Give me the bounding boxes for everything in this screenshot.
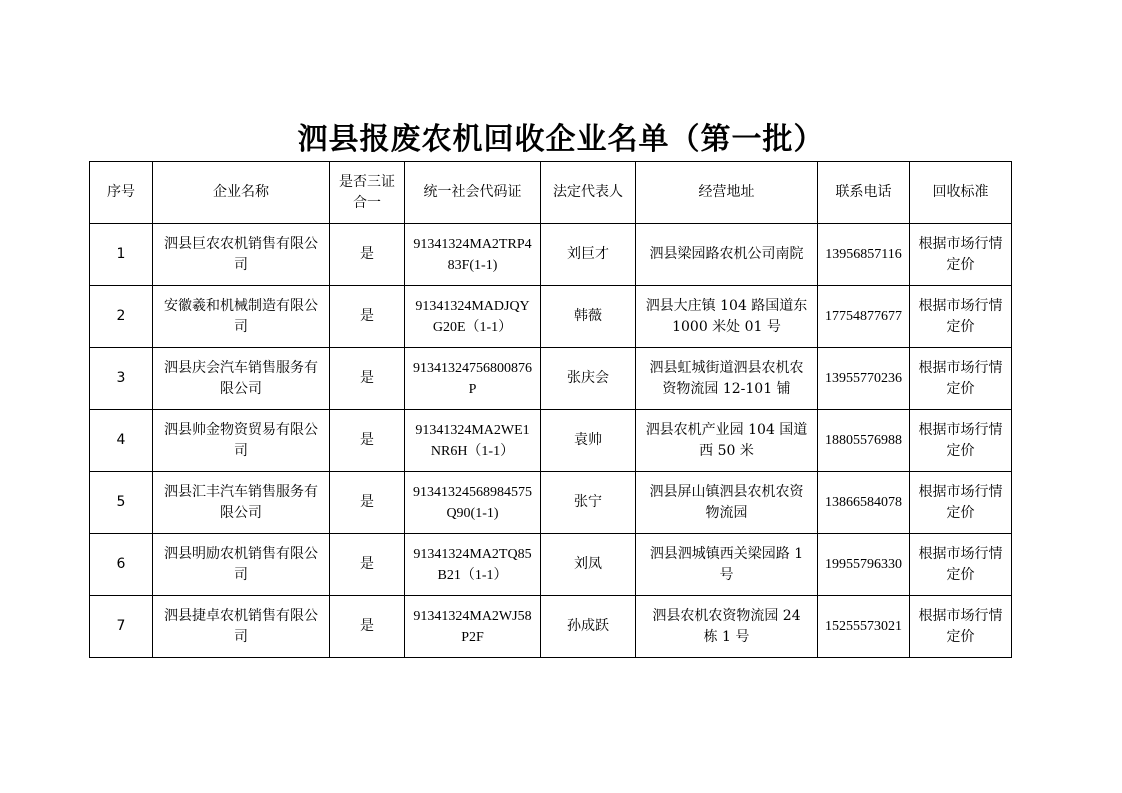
cell-name: 泗县帅金物资贸易有限公司 [153, 410, 330, 472]
cell-standard: 根据市场行情定价 [910, 534, 1012, 596]
cell-three-in-one: 是 [330, 410, 405, 472]
cell-code: 91341324MA2WE1NR6H（1-1） [405, 410, 541, 472]
cell-rep: 刘巨才 [541, 224, 636, 286]
cell-rep: 孙成跃 [541, 596, 636, 658]
header-name: 企业名称 [153, 162, 330, 224]
cell-phone: 18805576988 [818, 410, 910, 472]
cell-index: 2 [90, 286, 153, 348]
table-row [90, 534, 1012, 596]
cell-address: 泗县泗城镇西关梁园路 1 号 [636, 534, 818, 596]
cell-three-in-one: 是 [330, 472, 405, 534]
header-index: 序号 [90, 162, 153, 224]
cell-standard: 根据市场行情定价 [910, 224, 1012, 286]
cell-name: 泗县捷卓农机销售有限公司 [153, 596, 330, 658]
cell-code: 91341324756800876P [405, 348, 541, 410]
table-row [90, 224, 1012, 286]
cell-three-in-one: 是 [330, 534, 405, 596]
cell-index: 3 [90, 348, 153, 410]
cell-phone: 13956857116 [818, 224, 910, 286]
cell-index: 4 [90, 410, 153, 472]
cell-name: 泗县巨农农机销售有限公司 [153, 224, 330, 286]
cell-rep: 刘凤 [541, 534, 636, 596]
cell-name: 泗县明励农机销售有限公司 [153, 534, 330, 596]
cell-three-in-one: 是 [330, 224, 405, 286]
cell-rep: 韩薇 [541, 286, 636, 348]
header-row [90, 162, 1012, 224]
cell-phone: 17754877677 [818, 286, 910, 348]
cell-code: 91341324MADJQYG20E（1-1） [405, 286, 541, 348]
cell-standard: 根据市场行情定价 [910, 410, 1012, 472]
cell-three-in-one: 是 [330, 348, 405, 410]
cell-name: 泗县庆会汽车销售服务有限公司 [153, 348, 330, 410]
cell-address: 泗县农机产业园 104 国道西 50 米 [636, 410, 818, 472]
cell-index: 5 [90, 472, 153, 534]
table-row [90, 596, 1012, 658]
header-standard: 回收标准 [910, 162, 1012, 224]
cell-code: 91341324MA2WJ58P2F [405, 596, 541, 658]
cell-code: 91341324MA2TQ85B21（1-1） [405, 534, 541, 596]
cell-standard: 根据市场行情定价 [910, 596, 1012, 658]
cell-three-in-one: 是 [330, 596, 405, 658]
cell-phone: 13866584078 [818, 472, 910, 534]
header-address: 经营地址 [636, 162, 818, 224]
header-three-in-one: 是否三证合一 [330, 162, 405, 224]
cell-address: 泗县梁园路农机公司南院 [636, 224, 818, 286]
cell-address: 泗县屏山镇泗县农机农资物流园 [636, 472, 818, 534]
header-code: 统一社会代码证 [405, 162, 541, 224]
cell-phone: 13955770236 [818, 348, 910, 410]
table-row [90, 348, 1012, 410]
cell-phone: 19955796330 [818, 534, 910, 596]
cell-rep: 张宁 [541, 472, 636, 534]
cell-index: 6 [90, 534, 153, 596]
cell-code: 91341324MA2TRP483F(1-1) [405, 224, 541, 286]
cell-address: 泗县大庄镇 104 路国道东 1000 米处 01 号 [636, 286, 818, 348]
header-rep: 法定代表人 [541, 162, 636, 224]
cell-standard: 根据市场行情定价 [910, 286, 1012, 348]
cell-phone: 15255573021 [818, 596, 910, 658]
company-table [89, 161, 1012, 658]
cell-rep: 袁帅 [541, 410, 636, 472]
cell-code: 91341324568984575Q90(1-1) [405, 472, 541, 534]
table-row [90, 410, 1012, 472]
cell-index: 7 [90, 596, 153, 658]
cell-address: 泗县农机农资物流园 24 栋 1 号 [636, 596, 818, 658]
page-title: 泗县报废农机回收企业名单（第一批） [297, 122, 825, 157]
cell-name: 泗县汇丰汽车销售服务有限公司 [153, 472, 330, 534]
cell-name: 安徽羲和机械制造有限公司 [153, 286, 330, 348]
table-row [90, 286, 1012, 348]
cell-standard: 根据市场行情定价 [910, 348, 1012, 410]
cell-three-in-one: 是 [330, 286, 405, 348]
cell-standard: 根据市场行情定价 [910, 472, 1012, 534]
cell-rep: 张庆会 [541, 348, 636, 410]
table-row [90, 472, 1012, 534]
cell-address: 泗县虹城街道泗县农机农资物流园 12-101 铺 [636, 348, 818, 410]
cell-index: 1 [90, 224, 153, 286]
header-phone: 联系电话 [818, 162, 910, 224]
